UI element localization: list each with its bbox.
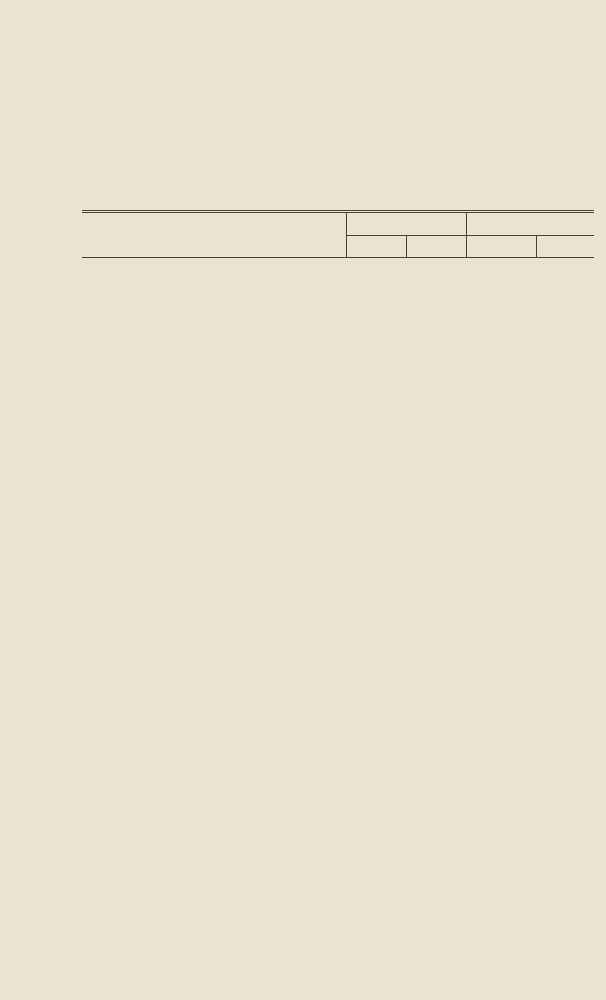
dynamics-table	[82, 212, 594, 258]
header-1964	[346, 235, 406, 258]
header-area	[346, 213, 466, 236]
header-ha	[466, 235, 536, 258]
dichotomous-key-diagram	[72, 730, 330, 880]
header-change	[466, 213, 594, 236]
header-association	[82, 213, 346, 258]
table-top-rule	[82, 210, 594, 211]
header-1977	[406, 235, 466, 258]
header-pct	[536, 235, 594, 258]
